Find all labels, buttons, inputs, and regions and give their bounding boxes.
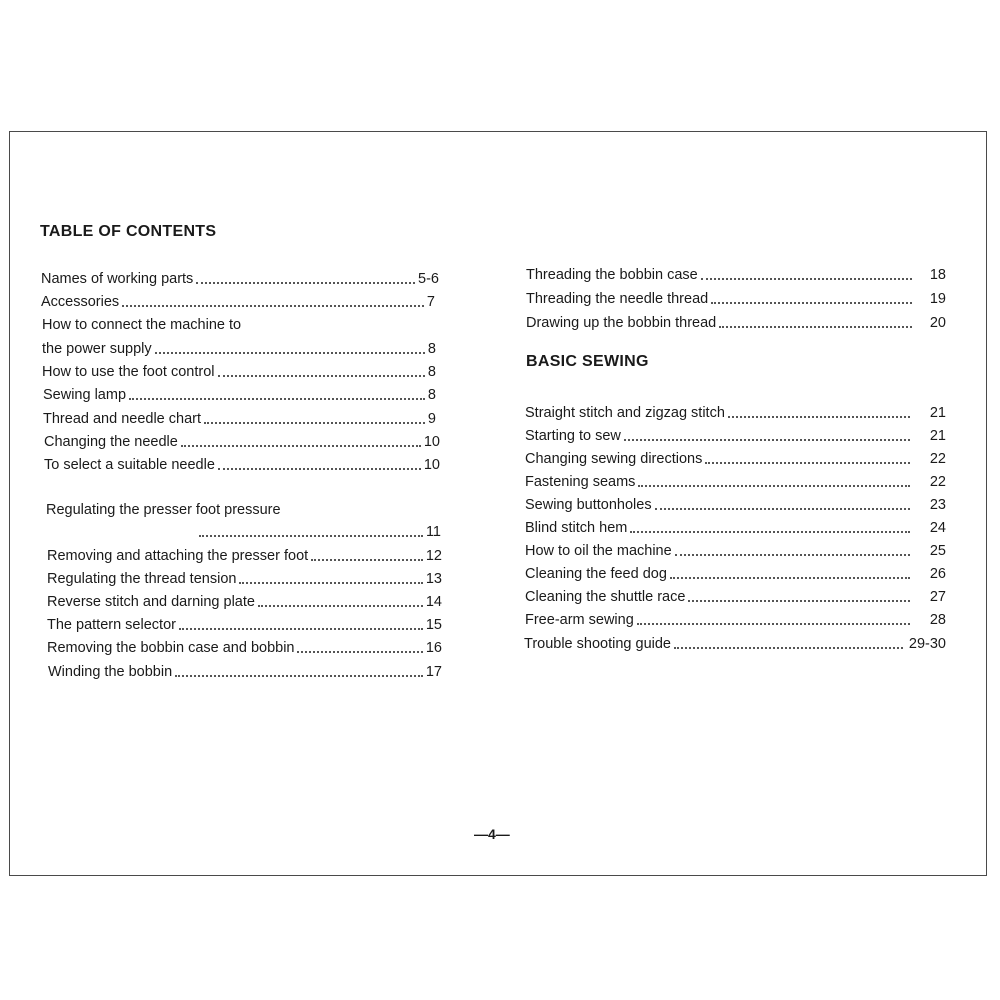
leader-dots [624, 439, 910, 441]
leader-dots [655, 508, 910, 510]
toc-entry [47, 568, 442, 588]
toc-entry [526, 312, 946, 332]
toc-entry-label: To select a suitable needle [44, 457, 215, 473]
toc-entry-page: 10 [423, 457, 440, 473]
toc-entry-page: 7 [426, 294, 435, 310]
toc-entry-label: Regulating the thread tension [47, 571, 237, 587]
leader-dots [670, 577, 910, 579]
toc-entry-page: 23 [929, 497, 946, 513]
toc-entry [525, 517, 946, 537]
toc-entry [525, 425, 946, 445]
toc-entry [42, 361, 440, 381]
toc-entry-label: Starting to sew [525, 428, 621, 444]
leader-dots [719, 326, 912, 328]
leader-dots [218, 375, 425, 377]
toc-entry [41, 291, 439, 311]
toc-entry-page: 24 [929, 520, 946, 536]
toc-entry-label: Accessories [41, 294, 120, 310]
toc-entry [48, 661, 442, 681]
toc-entry [47, 591, 442, 611]
toc-entry [41, 268, 439, 288]
leader-dots [155, 352, 425, 354]
toc-entry-page: 5-6 [418, 271, 439, 287]
toc-entry-label: Threading the bobbin case [526, 267, 698, 283]
toc-entry-page: 22 [929, 474, 946, 490]
toc-entry [47, 614, 442, 634]
toc-entry-label: Straight stitch and zigzag stitch [525, 405, 725, 421]
toc-entry [43, 408, 440, 428]
toc-entry [525, 448, 946, 468]
leader-dots [688, 600, 909, 602]
leader-dots [175, 675, 423, 677]
toc-entry-page: 16 [425, 640, 442, 656]
toc-entry [525, 540, 946, 560]
toc-entry-label: Reverse stitch and darning plate [47, 594, 255, 610]
toc-entry-label: Blind stitch hem [525, 520, 628, 536]
leader-dots [129, 398, 425, 400]
leader-dots [701, 278, 912, 280]
toc-entry [44, 431, 440, 451]
toc-entry [43, 384, 440, 404]
toc-entry-page: 28 [929, 612, 946, 628]
leader-dots [196, 282, 415, 284]
leader-dots [204, 422, 425, 424]
toc-entry-page: 19 [929, 291, 946, 307]
toc-entry-page: 21 [929, 405, 946, 421]
toc-entry-page: 9 [427, 411, 436, 427]
toc-entry-label: Drawing up the bobbin thread [526, 315, 717, 331]
leader-dots [239, 582, 422, 584]
toc-entry-page: 21 [929, 428, 946, 444]
toc-entry-label: Removing the bobbin case and bobbin [47, 640, 295, 656]
leader-dots [179, 628, 423, 630]
leader-dots [728, 416, 910, 418]
toc-entry-page: 10 [423, 434, 440, 450]
toc-entry-label: How to use the foot control [42, 364, 215, 380]
section-title-basic-sewing: BASIC SEWING [526, 353, 649, 370]
toc-title: TABLE OF CONTENTS [40, 223, 217, 240]
toc-entry-page: 12 [425, 548, 442, 564]
toc-entry-label: Threading the needle thread [526, 291, 709, 307]
toc-entry-label: Sewing lamp [43, 387, 127, 403]
toc-entry [525, 402, 946, 422]
toc-entry-page: 29-30 [908, 636, 946, 652]
toc-entry [524, 633, 946, 653]
leader-dots [297, 651, 422, 653]
toc-entry-page: 17 [425, 664, 442, 680]
toc-entry [525, 609, 946, 629]
leader-dots [630, 531, 910, 533]
toc-entry-label: Fastening seams [525, 474, 636, 490]
toc-entry-label: Thread and needle chart [43, 411, 201, 427]
leader-dots [638, 485, 909, 487]
toc-entry [525, 471, 946, 491]
toc-entry [44, 454, 440, 474]
toc-entry-label: the power supply [42, 341, 152, 357]
toc-entry [47, 637, 442, 657]
toc-entry-label: Cleaning the feed dog [525, 566, 667, 582]
toc-entry-page: 14 [425, 594, 442, 610]
leader-dots [674, 647, 903, 649]
leader-dots [218, 468, 421, 470]
page-number: —4— [474, 826, 510, 842]
toc-entry [47, 545, 442, 565]
toc-entry-page: 8 [427, 387, 436, 403]
leader-dots [637, 623, 910, 625]
toc-entry [42, 338, 440, 358]
leader-dots [181, 445, 421, 447]
toc-entry-label: Cleaning the shuttle race [525, 589, 686, 605]
toc-entry-label: Trouble shooting guide [524, 636, 671, 652]
toc-entry [526, 288, 946, 308]
toc-entry-page: 8 [427, 364, 436, 380]
leader-dots [711, 302, 912, 304]
toc-entry-label: Names of working parts [41, 271, 194, 287]
toc-entry-page: 26 [929, 566, 946, 582]
toc-entry [525, 586, 946, 606]
toc-entry-label: Sewing buttonholes [525, 497, 652, 513]
toc-entry-label: Changing the needle [44, 434, 178, 450]
toc-entry-label: Winding the bobbin [48, 664, 173, 680]
toc-entry-label: How to oil the machine [525, 543, 672, 559]
toc-entry-page: 8 [427, 341, 436, 357]
toc-entry [526, 264, 946, 284]
toc-entry-label: Regulating the presser foot pressure [46, 502, 281, 518]
toc-entry-label: Free-arm sewing [525, 612, 634, 628]
toc-entry-page: 25 [929, 543, 946, 559]
leader-dots [705, 462, 910, 464]
toc-entry-page: 27 [929, 589, 946, 605]
toc-entry-label: Removing and attaching the presser foot [47, 548, 309, 564]
toc-entry-page: 13 [425, 571, 442, 587]
toc-entry [525, 494, 946, 514]
leader-dots [311, 559, 423, 561]
toc-entry-page: 22 [929, 451, 946, 467]
leader-dots [199, 535, 423, 537]
toc-entry [46, 499, 442, 519]
toc-entry [525, 563, 946, 583]
toc-entry-page: 11 [425, 524, 441, 540]
toc-entry-page: 15 [425, 617, 442, 633]
toc-entry [196, 521, 441, 541]
leader-dots [675, 554, 910, 556]
toc-entry-label: The pattern selector [47, 617, 176, 633]
leader-dots [258, 605, 423, 607]
toc-entry-label: Changing sewing directions [525, 451, 703, 467]
toc-entry-label: How to connect the machine to [42, 317, 242, 333]
toc-entry-page: 18 [929, 267, 946, 283]
toc-entry-page: 20 [929, 315, 946, 331]
toc-entry [42, 314, 440, 334]
leader-dots [122, 305, 424, 307]
